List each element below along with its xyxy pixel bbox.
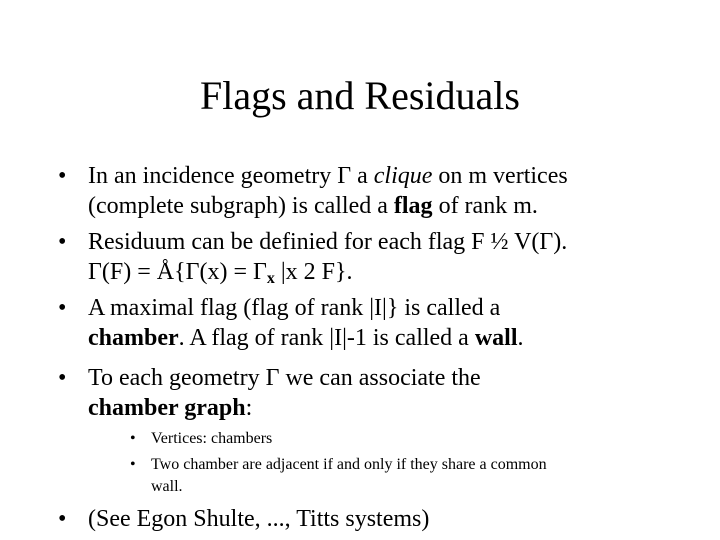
bullet-line: Two chamber are adjacent if and only if they share a common [151, 456, 547, 473]
text-segment: . [517, 325, 524, 351]
bullet-line [88, 191, 538, 221]
bullet-dot: • [130, 430, 136, 447]
text-segment: on m vertices [432, 163, 568, 189]
text-segment: of rank m. [432, 193, 538, 219]
text-segment: In an incidence geometry Γ a [88, 163, 374, 189]
bullet-line [88, 257, 353, 294]
bullet-line: A maximal flag (flag of rank |I|} is called a [88, 295, 501, 321]
bullet-dot: • [58, 295, 67, 321]
bold-text: flag [393, 193, 433, 219]
bold-text: chamber [88, 325, 179, 351]
bullet-dot: • [130, 456, 136, 473]
text-segment: |x 2 F}. [274, 259, 353, 285]
bold-text: chamber graph [88, 395, 246, 421]
bullet-line [88, 393, 252, 423]
text-segment: (complete subgraph) is called a [88, 193, 394, 219]
slide-title: Flags and Residuals [200, 73, 520, 118]
bullet-line [88, 323, 524, 353]
bullet-dot: • [58, 365, 67, 391]
bullet-dot: • [58, 506, 67, 532]
bold-text: wall [474, 325, 518, 351]
text-segment: Γ(F) = Å{Γ(x) = Γ [88, 259, 267, 285]
bullet-line: To each geometry Γ we can associate the [88, 365, 481, 391]
bullet-line [88, 161, 568, 191]
text-segment: . A flag of rank |I|-1 is called a [178, 325, 475, 351]
bullet-line: Residuum can be definied for each flag F ½ V(Γ). [88, 229, 568, 255]
bullet-line: wall. [151, 478, 183, 495]
bullet-line: (See Egon Shulte, ..., Titts systems) [88, 506, 430, 532]
bullet-line: Vertices: chambers [151, 430, 273, 447]
text-segment: : [245, 395, 253, 421]
emphasis-text: clique [373, 163, 433, 189]
subscript-text: x [266, 270, 275, 287]
bullet-dot: • [58, 163, 67, 189]
bullet-dot: • [58, 229, 67, 255]
